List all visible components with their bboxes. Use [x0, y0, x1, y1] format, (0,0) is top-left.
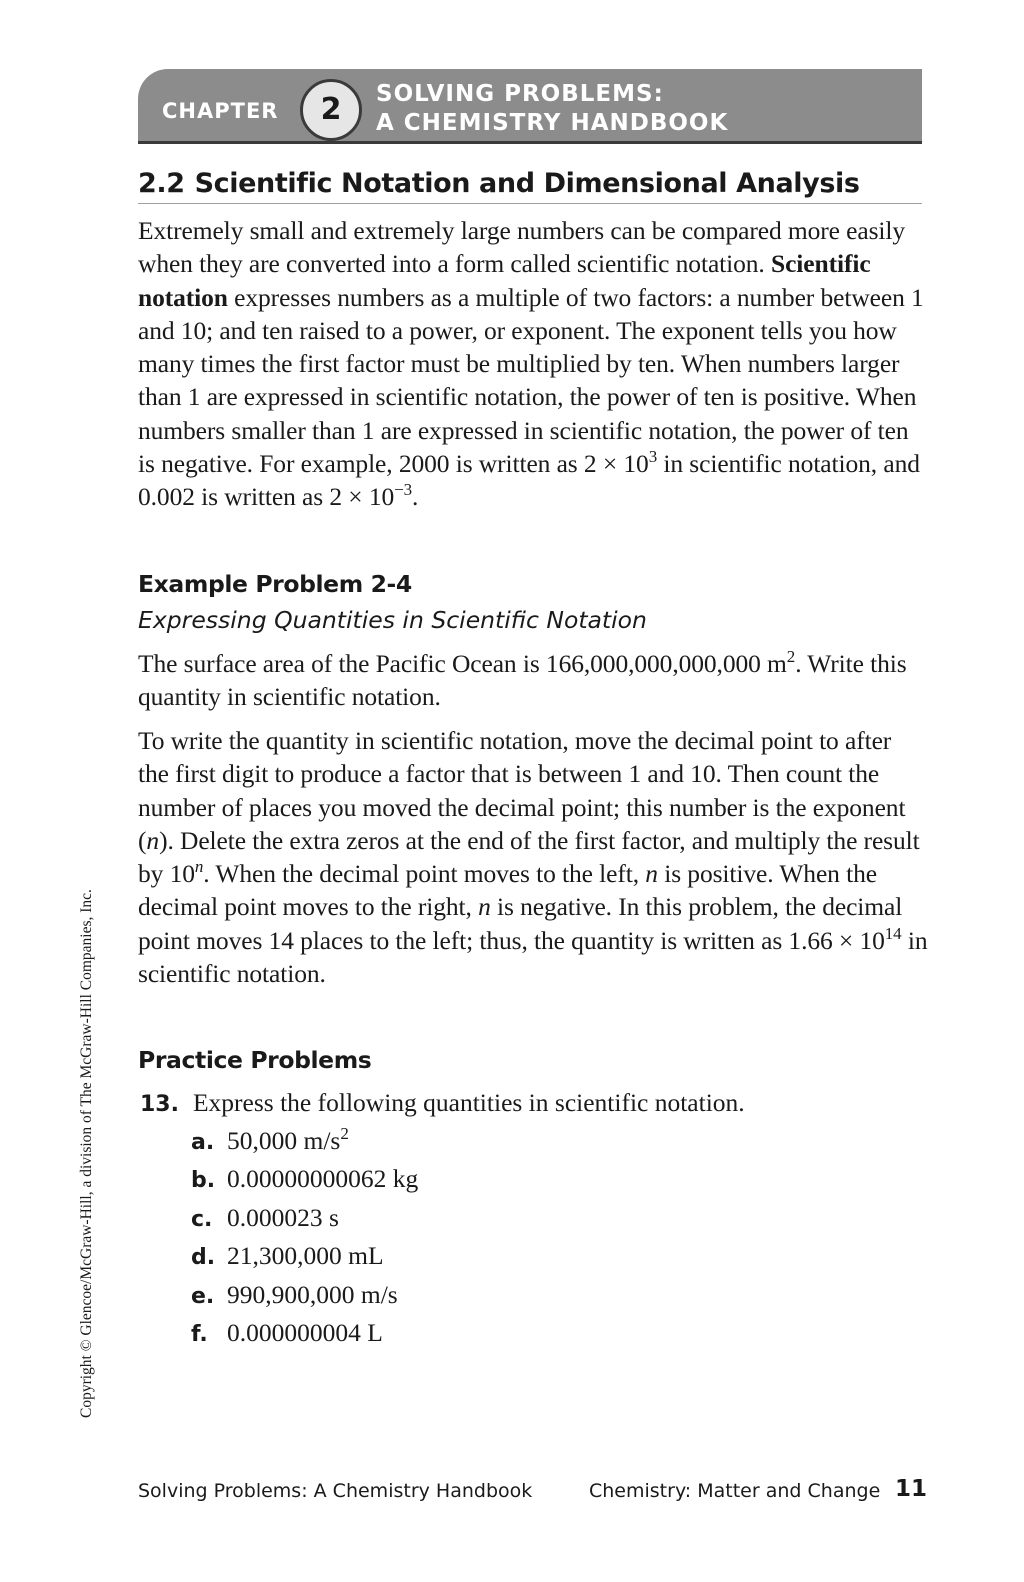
problem-prompt: Express the following quantities in scientific notation. — [192, 1088, 745, 1117]
practice-subitem — [191, 1126, 418, 1164]
intro-text-2: expresses numbers as a multiple of two factors: a number between 1 and 10; and ten raised to a power, or exponent. The exponent tells you how many times the first factor must be multiplied by ten. When numbers larger than 1 are expressed in scientific notation, the power of ten is positive. When numbers smaller than 1 are expressed in scientific notation, the power of ten is negative. For example, 2000 is written as 2 × 10 — [138, 282, 924, 479]
subitem-value: 50,000 m/s — [227, 1126, 341, 1155]
variable-n: n — [194, 857, 204, 877]
intro-text-3: in scientific notation, and 0.002 is written as 2 × 10 — [138, 449, 920, 512]
subitem-letter: e. — [191, 1283, 215, 1309]
solution-text: . When the decimal point moves to the left, — [203, 859, 646, 889]
solution-text: ). Delete the extra zeros at the end of the first factor, and multiply the result by 10 — [138, 825, 920, 889]
chapter-label: CHAPTER — [162, 99, 279, 123]
solution-text: To write the quantity in scientific notation, move the decimal point to after the first digit to produce a factor that is between 1 and 10. Then count the number of places you moved the decimal point; this number is the exponent ( — [138, 726, 906, 855]
practice-subitem — [191, 1241, 418, 1279]
problem-text-end: . Write this quantity in scientific notation. — [138, 649, 907, 712]
subitem-letter: f. — [191, 1321, 208, 1347]
copyright-notice: Copyright © Glencoe/McGraw-Hill, a division of The McGraw-Hill Companies, Inc. — [78, 889, 95, 1418]
page-number: 11 — [895, 1476, 928, 1502]
bold-term: Scientific notation — [138, 249, 871, 312]
solution-text: is positive. When the decimal point moves to the right, — [138, 859, 877, 922]
example-subtitle: Expressing Quantities in Scientific Notation — [138, 606, 647, 634]
practice-subitem — [191, 1164, 418, 1202]
example-heading: Example Problem 2-4 — [138, 570, 412, 598]
subitem-value: 21,300,000 mL — [227, 1241, 384, 1271]
example-problem — [138, 647, 928, 714]
subitem-letter: a. — [191, 1130, 215, 1155]
intro-paragraph — [138, 214, 928, 514]
subitem-letter: d. — [191, 1245, 216, 1271]
exponent: 2 — [340, 1124, 349, 1143]
subitem-value: 0.00000000062 kg — [227, 1164, 419, 1194]
footer-right: Chemistry: Matter and Change — [589, 1480, 881, 1502]
subitem-value: 0.000000004 L — [227, 1317, 383, 1347]
footer-left: Solving Problems: A Chemistry Handbook — [138, 1480, 533, 1502]
exponent: 3 — [648, 447, 658, 467]
practice-subitem — [191, 1318, 418, 1356]
section-heading — [138, 168, 922, 204]
practice-heading: Practice Problems — [138, 1046, 372, 1074]
chapter-title — [376, 80, 728, 138]
variable-n: n — [146, 825, 160, 855]
practice-subitems — [191, 1126, 418, 1356]
variable-n: n — [478, 892, 491, 922]
chapter-title-line2: A CHEMISTRY HANDBOOK — [376, 110, 729, 136]
problem-text: The surface area of the Pacific Ocean is 166,000,000,000,000 m — [138, 649, 787, 678]
section-number: 2.2 — [138, 168, 185, 199]
solution-text: in scientific notation. — [138, 925, 928, 989]
subitem-value: 990,900,000 m/s — [227, 1279, 398, 1309]
subitem-letter: c. — [191, 1206, 213, 1232]
problem-number: 13. — [140, 1092, 179, 1117]
chapter-number-badge: 2 — [300, 79, 362, 141]
practice-subitem — [191, 1280, 418, 1318]
practice-problem — [140, 1088, 745, 1118]
exponent: 14 — [884, 923, 902, 943]
exponent: 2 — [786, 647, 796, 666]
subitem-letter: b. — [191, 1168, 216, 1194]
section-title: Scientific Notation and Dimensional Analysis — [194, 168, 860, 199]
solution-text: is negative. In this problem, the decimal point moves 14 places to the left; thus, the quantity is written as 1.66 × 10 — [138, 892, 903, 955]
exponent: −3 — [394, 480, 413, 500]
practice-subitem — [191, 1203, 418, 1241]
intro-text-1: Extremely small and extremely large numbers can be compared more easily when they are converted into a form called scientific notation. — [138, 216, 906, 279]
intro-text-4: . — [412, 482, 419, 512]
chapter-title-line1: SOLVING PROBLEMS: — [376, 81, 664, 107]
subitem-value: 0.000023 s — [227, 1202, 339, 1232]
example-solution — [138, 724, 928, 990]
variable-n: n — [645, 859, 658, 889]
